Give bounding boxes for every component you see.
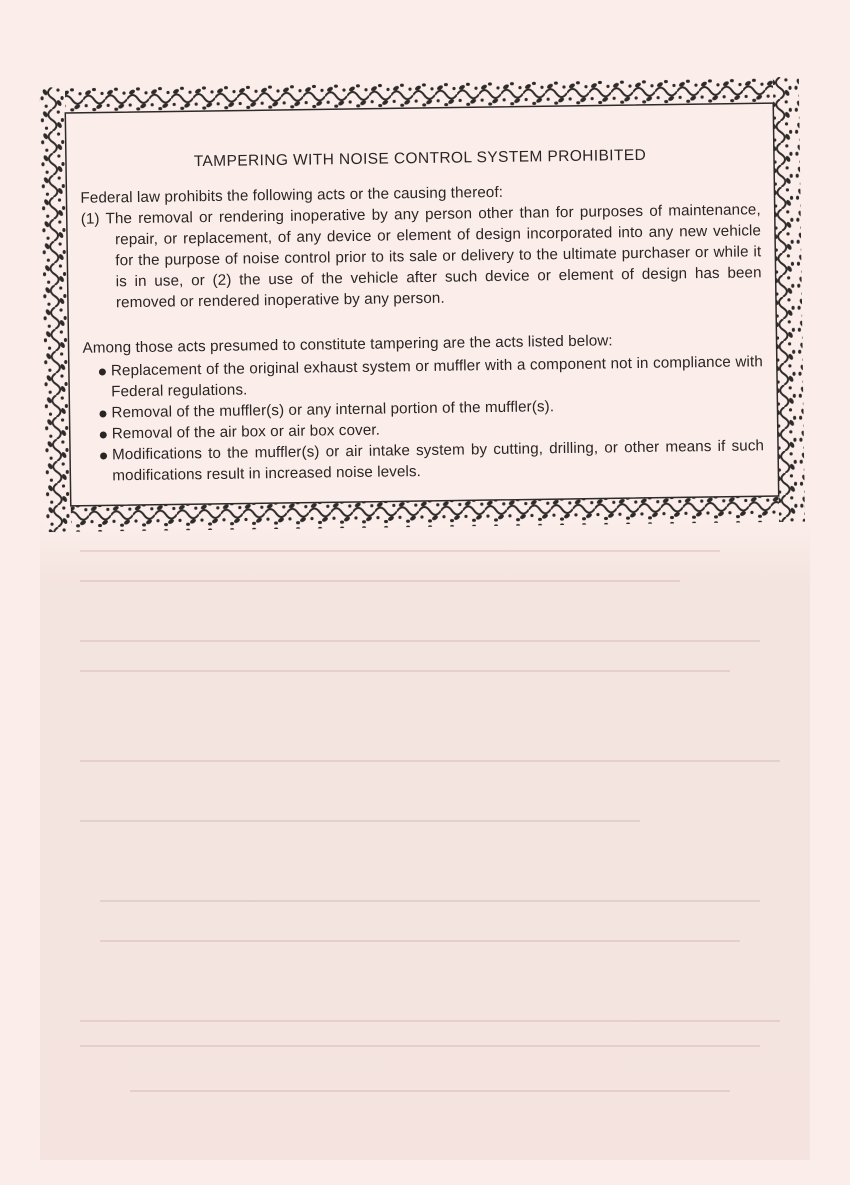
acts-list bbox=[83, 351, 765, 486]
list-item: Removal of the air box or air box cover. bbox=[100, 414, 764, 444]
bullet-icon bbox=[99, 368, 106, 375]
show-through-text bbox=[40, 520, 810, 1160]
bullet-icon bbox=[100, 431, 107, 438]
list-item: Replacement of the original exhaust system or muffler with a component not in compliance with Federal regulations. bbox=[99, 351, 764, 402]
notice-title: TAMPERING WITH NOISE CONTROL SYSTEM PROHIBITED bbox=[193, 146, 647, 171]
notice-intro: Federal law prohibits the following acts or the causing thereof: bbox=[80, 183, 504, 207]
list-item: Removal of the muffler(s) or any internal portion of the muffler(s). bbox=[99, 393, 763, 423]
noise-control-notice bbox=[80, 143, 765, 486]
bullet-icon bbox=[100, 452, 107, 459]
notice-frame bbox=[39, 77, 805, 533]
bullet-icon bbox=[99, 410, 106, 417]
list-item: Modifications to the muffler(s) or air intake system by cutting, drilling, or other means if such modifications result in increased noise levels. bbox=[100, 435, 765, 486]
notice-clause: (1) The removal or rendering inoperative by any person other than for purposes of maintenance, repair, or replacement, of any device or element of design incorporated into any new vehicle for the purpose of noise control prior to its sale or delivery to the ultimate purchaser or while it is in use, or (2) the use of the vehicle after such device or element of design has been removed or rendered inoperative by any person. bbox=[80, 201, 762, 312]
acts-intro: Among those acts presumed to constitute tampering are the acts listed below: bbox=[82, 332, 613, 357]
